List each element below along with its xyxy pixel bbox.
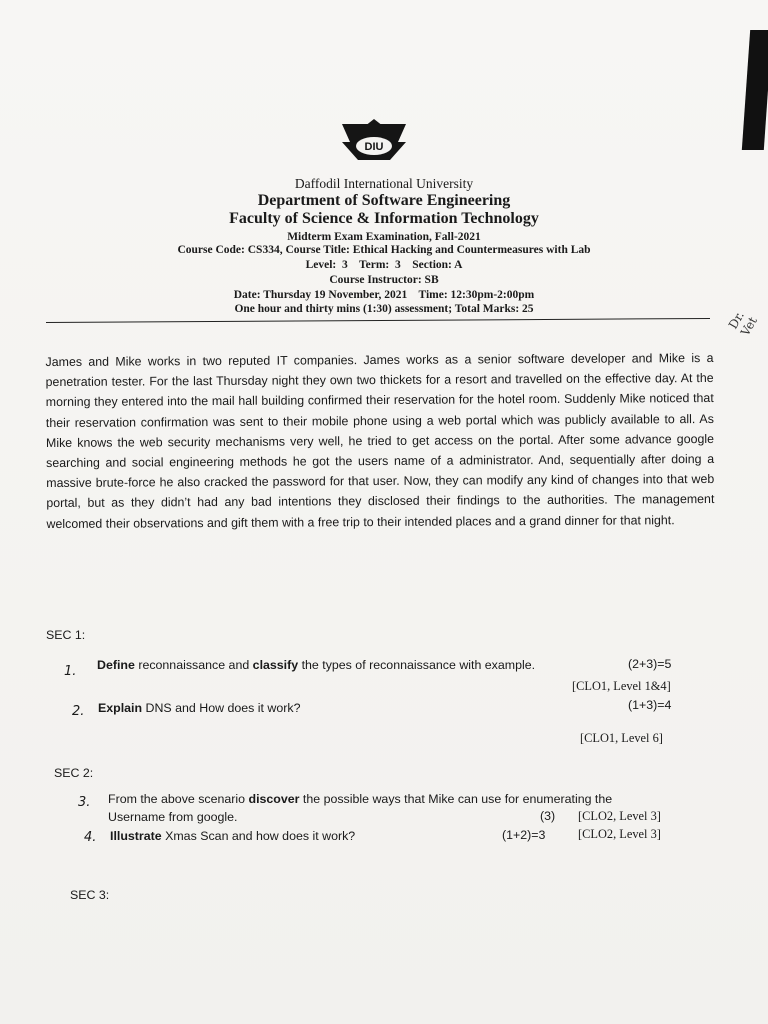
university-logo [338, 116, 410, 166]
logo-text: DIU [364, 141, 384, 153]
question-1-mid: reconnaissance and [134, 658, 253, 672]
question-1-rest: the types of reconnaissance with example. [298, 658, 536, 672]
question-1-number: 1. [64, 664, 77, 679]
scenario-paragraph: James and Mike works in two reputed IT companies. James works as a senior software developer and Mike is a penetration tester. For the last Thursday night they own two thickets for a resort and travelled on the effective day. At the morning they entered into the mail hall building confirmed their reservation for the hotel room. Suddenly Mike noticed that their reservation confirmation was sent to their mobile phone using a web portal which was publicly available to all. As Mike knows the web security mechanisms very well, he tried to get access on the portal. After some advance google searching and social engineering methods he got the users name of a administrator. And, sequentially after doing a massive brute-force he also cracked the password for that user. Now, they can modify any kind of changes into that web portal, but as they didn’t had any bad intentions they disclosed their findings to the authorities. The management welcomed their observations and gift them with a free trip to their intended places and a grand dinner for that night. [45, 350, 715, 531]
question-3-rest: the possible ways that Mike can use for enumerating the [299, 792, 613, 806]
department-name: Department of Software Engineering [257, 192, 511, 209]
duration-marks: One hour and thirty mins (1:30) assessment; Total Marks: 25 [234, 303, 534, 315]
level-term-section: Level: 3 Term: 3 Section: A [305, 259, 463, 271]
question-2-text [98, 701, 300, 715]
faculty-name: Faculty of Science & Information Technology [229, 210, 539, 227]
question-3-marks: (3) [540, 809, 556, 823]
question-2-rest: DNS and How does it work? [142, 701, 301, 715]
course-info: Course Code: CS334, Course Title: Ethical Hacking and Countermeasures with Lab [177, 244, 591, 256]
question-1-verb-classify: classify [252, 658, 299, 672]
question-2-number: 2. [72, 704, 85, 719]
question-1-text [97, 658, 535, 672]
question-2-marks: (1+3)=4 [628, 698, 672, 712]
question-3-pre: From the above scenario [108, 792, 249, 806]
question-3-verb: discover [248, 792, 300, 806]
question-4-marks: (1+2)=3 [502, 828, 546, 842]
date-time: Date: Thursday 19 November, 2021 Time: 12:30pm-2:00pm [233, 289, 535, 301]
section-2-heading: SEC 2: [54, 766, 94, 780]
margin-note: Dr. Vet [725, 308, 760, 339]
university-name: Daffodil International University [294, 176, 474, 191]
question-2-verb: Explain [98, 701, 143, 715]
question-4-text [110, 829, 355, 843]
question-1-clo: [CLO1, Level 1&4] [572, 679, 671, 693]
question-2-clo: [CLO1, Level 6] [580, 731, 663, 745]
question-4-verb: Illustrate [110, 829, 162, 843]
section-1-heading: SEC 1: [46, 628, 86, 642]
exam-title: Midterm Exam Examination, Fall-2021 [287, 231, 481, 243]
question-1-verb-define: Define [97, 658, 135, 672]
question-3-clo: [CLO2, Level 3] [578, 809, 661, 823]
question-4-clo: [CLO2, Level 3] [578, 827, 661, 841]
section-3-heading: SEC 3: [70, 888, 110, 902]
question-1-marks: (2+3)=5 [628, 657, 672, 671]
question-3-line2: Username from google. [108, 810, 238, 824]
course-instructor: Course Instructor: SB [329, 274, 439, 286]
question-3-text [108, 792, 612, 806]
question-4-number: 4. [84, 830, 97, 845]
question-3-number: 3. [78, 795, 91, 810]
question-4-rest: Xmas Scan and how does it work? [161, 829, 356, 843]
